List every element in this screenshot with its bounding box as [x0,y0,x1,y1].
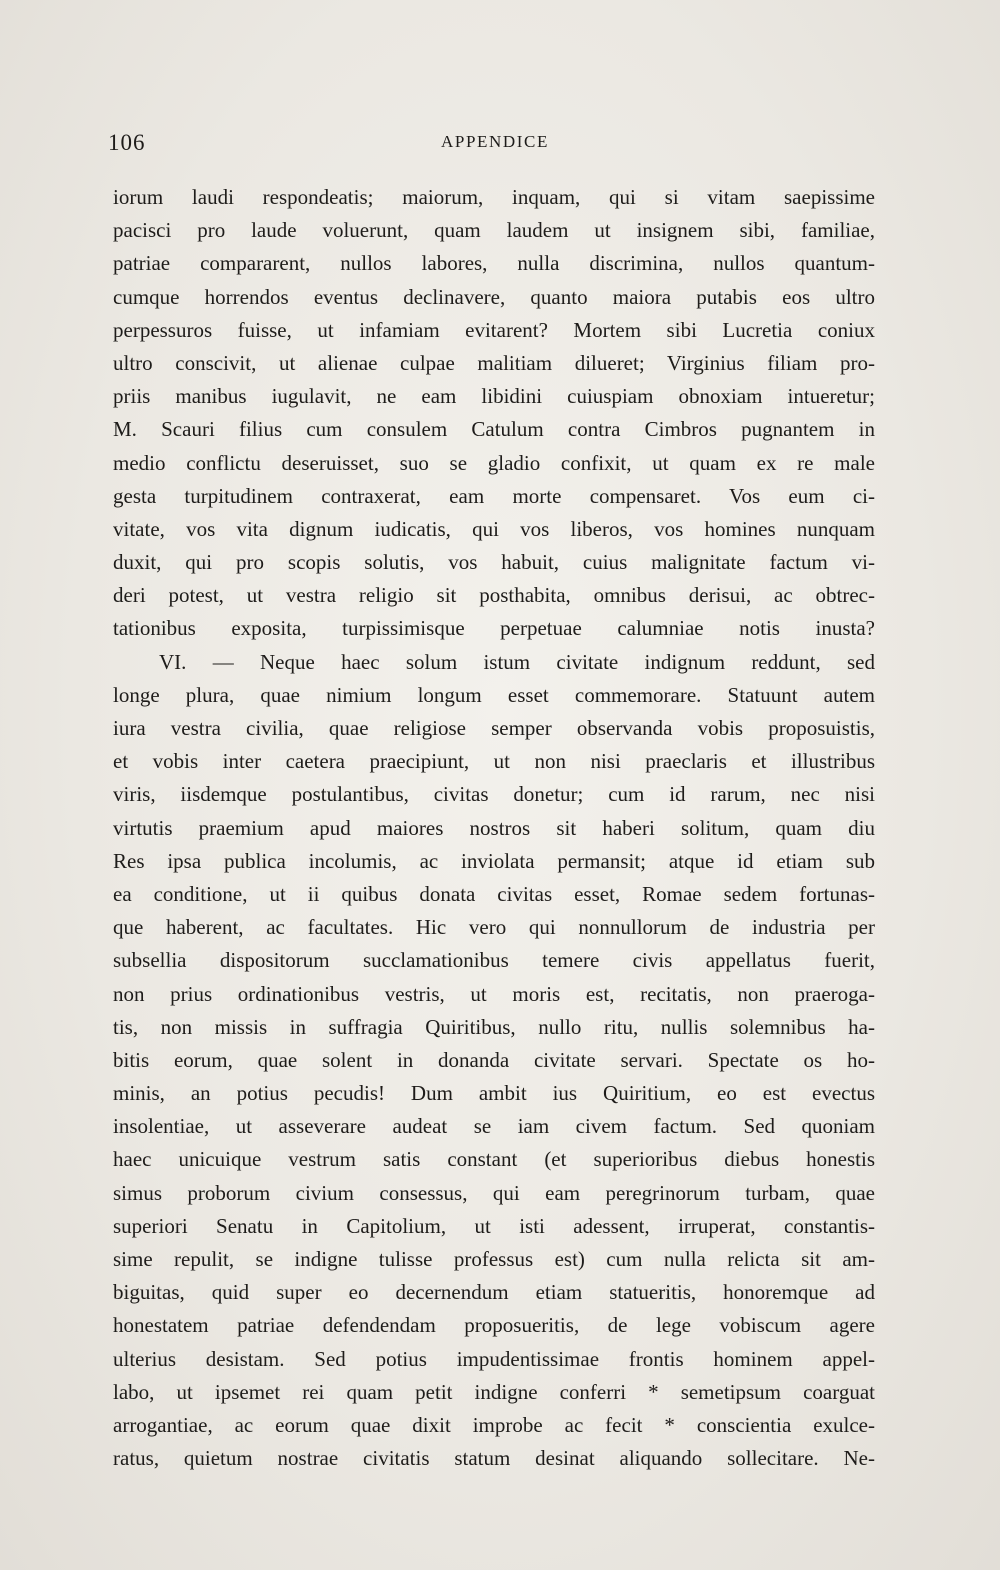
text-line: superiori Senatu in Capitolium, ut isti adessent, irruperat, constantis- [113,1213,875,1238]
text-line: et vobis inter caetera praecipiunt, ut non nisi praeclaris et illustribus [113,749,875,774]
text-line: Res ipsa publica incolumis, ac inviolata permansit; atque id etiam sub [113,848,875,873]
text-line: insolentiae, ut asseverare audeat se iam civem factum. Sed quoniam [113,1114,875,1139]
text-line: ratus, quietum nostrae civitatis statum desinat aliquando sollecitare. Ne- [113,1446,875,1471]
text-line: bitis eorum, quae solent in donanda civitate servari. Spectate os ho- [113,1047,875,1072]
text-line: cumque horrendos eventus declinavere, quanto maiora putabis eos ultro [113,284,875,309]
text-line: sime repulit, se indigne tulisse professus est) cum nulla relicta sit am- [113,1247,875,1271]
text-line: iura vestra civilia, quae religiose semper observanda vobis proposuistis, [113,716,875,740]
text-line: ulterius desistam. Sed potius impudentissimae frontis hominem appel- [113,1346,875,1371]
text-line: que haberent, ac facultates. Hic vero qui nonnullorum de industria per [113,915,875,940]
text-line: iorum laudi respondeatis; maiorum, inquam, qui si vitam saepissime [113,185,875,209]
page-header [108,130,882,156]
text-line: duxit, qui pro scopis solutis, vos habuit, cuius malignitate factum vi- [113,550,875,575]
text-line: patriae compararent, nullos labores, nulla discrimina, nullos quantum- [113,251,875,276]
text-line: haec unicuique vestrum satis constant (et superioribus diebus honestis [113,1147,875,1172]
text-line: priis manibus iugulavit, ne eam libidini cuiuspiam obnoxiam intueretur; [113,384,875,409]
text-line: pacisci pro laude voluerunt, quam laudem ut insignem sibi, familiae, [113,218,875,243]
section-start-line: VI. — Neque haec solum istum civitate indignum reddunt, sed [159,649,875,674]
text-line: honestatem patriae defendendam proposueritis, de lege vobiscum agere [113,1313,875,1338]
text-line: minis, an potius pecudis! Dum ambit ius Quiritium, eo est evectus [113,1081,875,1106]
page-number: 106 [108,130,146,155]
text-line: simus proborum civium consessus, qui eam peregrinorum turbam, quae [113,1180,875,1205]
text-line: ea conditione, ut ii quibus donata civitas esset, Romae sedem fortunas- [113,881,875,906]
text-line: longe plura, quae nimium longum esset commemorare. Statuunt autem [113,682,875,707]
text-line: M. Scauri filius cum consulem Catulum contra Cimbros pugnantem in [113,417,875,442]
text-line: gesta turpitudinem contraxerat, eam morte compensaret. Vos eum ci- [113,483,875,508]
body-text [113,181,875,1475]
text-line: vitate, vos vita dignum iudicatis, qui vos liberos, vos homines nunquam [113,516,875,541]
text-line: arrogantiae, ac eorum quae dixit improbe ac fecit * conscientia exulce- [113,1412,875,1437]
text-line: deri potest, ut vestra religio sit posthabita, omnibus derisui, ac obtrec- [113,583,875,608]
text-line: subsellia dispositorum succlamationibus temere civis appellatus fuerit, [113,948,875,973]
running-head: APPENDICE [441,132,549,151]
text-line: labo, ut ipsemet rei quam petit indigne conferri * semetipsum coarguat [113,1379,875,1404]
text-line: medio conflictu deseruisset, suo se gladio confixit, ut quam ex re male [113,450,875,475]
text-line: viris, iisdemque postulantibus, civitas donetur; cum id rarum, nec nisi [113,782,875,807]
text-line: biguitas, quid super eo decernendum etiam statueritis, honoremque ad [113,1280,875,1305]
text-line: perpessuros fuisse, ut infamiam evitarent? Mortem sibi Lucretia coniux [113,317,875,342]
text-line: virtutis praemium apud maiores nostros sit haberi solitum, quam diu [113,815,875,840]
text-line: tationibus exposita, turpissimisque perpetuae calumniae notis inusta? [113,616,875,641]
text-line: ultro conscivit, ut alienae culpae malitiam dilueret; Virginius filiam pro- [113,350,875,375]
text-line: non prius ordinationibus vestris, ut moris est, recitatis, non praeroga- [113,981,875,1006]
text-line: tis, non missis in suffragia Quiritibus, nullo ritu, nullis solemnibus ha- [113,1014,875,1039]
